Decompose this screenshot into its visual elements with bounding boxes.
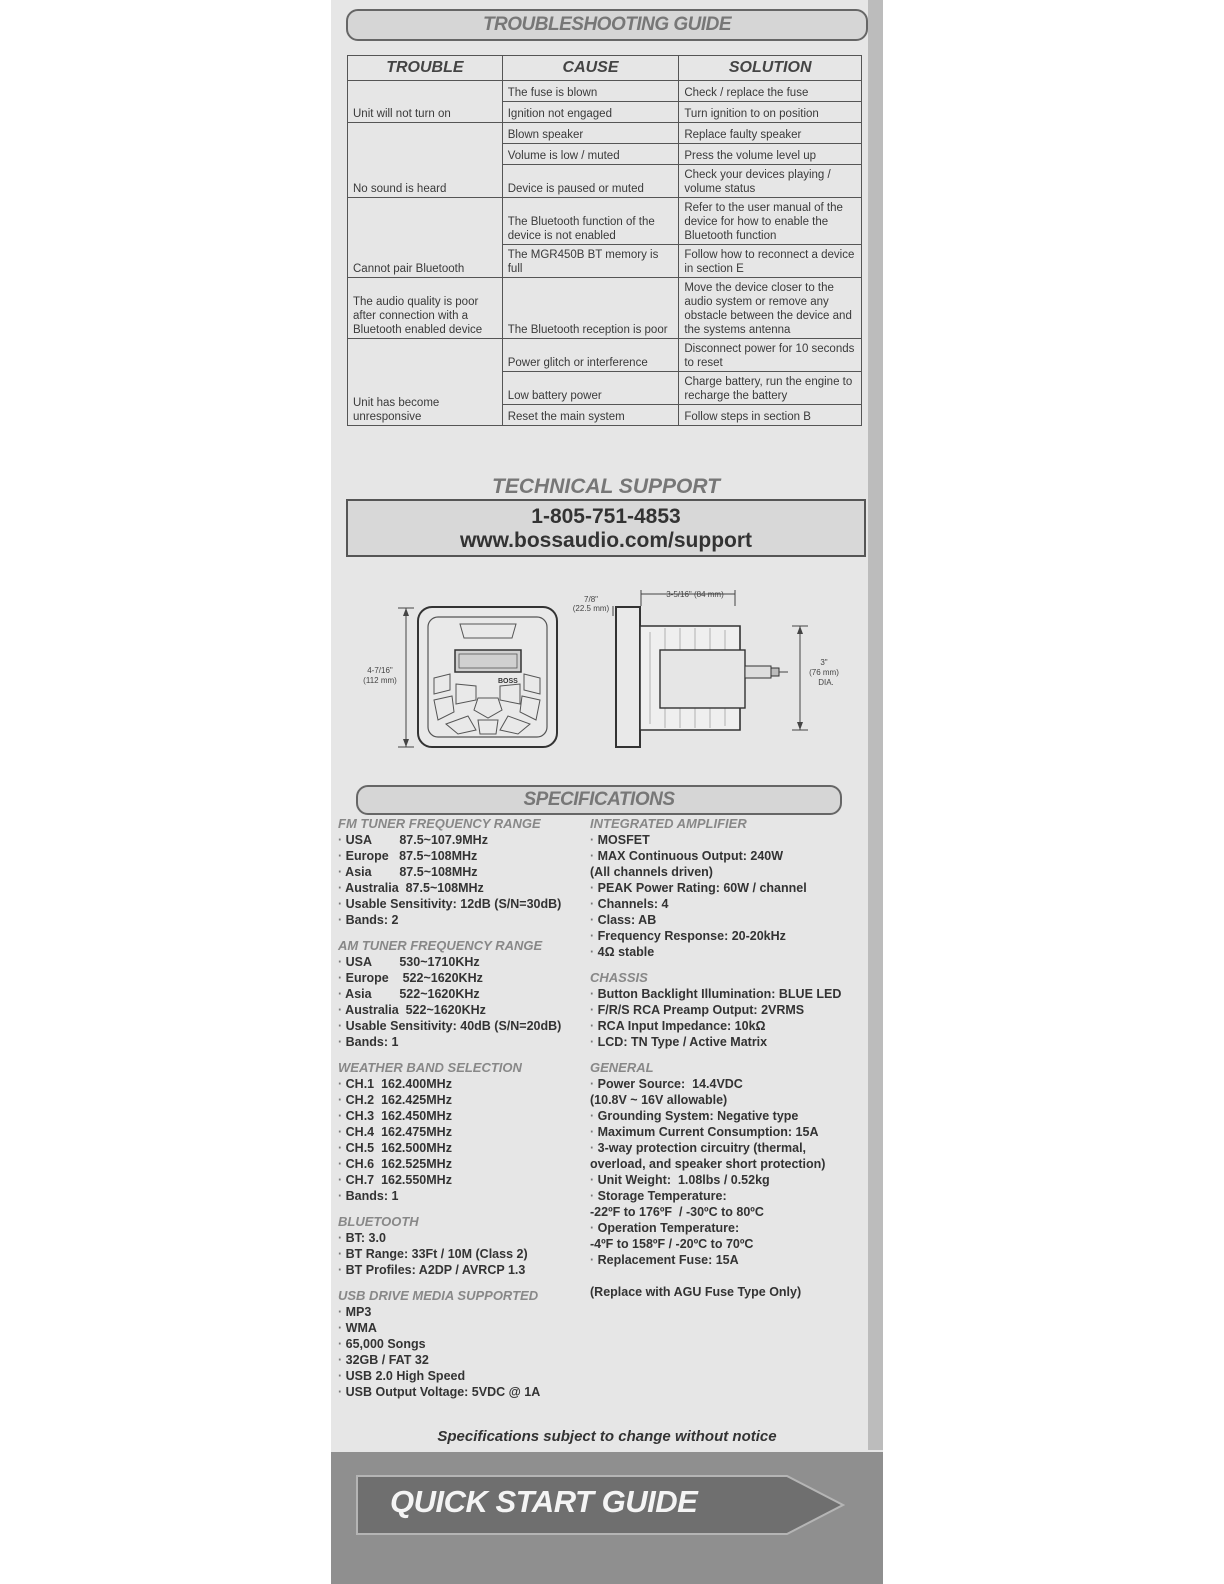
- trouble-cell: No sound is heard: [348, 123, 503, 198]
- spec-item: (All channels driven): [590, 865, 713, 879]
- solution-cell: Check your devices playing / volume status: [679, 165, 862, 198]
- spec-section-heading: INTEGRATED AMPLIFIER: [590, 816, 747, 831]
- table-row: [348, 278, 862, 339]
- spec-item: · 32GB / FAT 32: [338, 1352, 588, 1368]
- spec-item: · CH.5 162.500MHz: [338, 1140, 588, 1156]
- cause-column-header: CAUSE: [502, 56, 679, 81]
- trouble-cell: Unit will not turn on: [348, 81, 503, 123]
- solution-cell: Turn ignition to on position: [679, 102, 862, 123]
- spec-item: · CH.2 162.425MHz: [338, 1092, 588, 1108]
- spec-item: · Operation Temperature:: [590, 1220, 865, 1236]
- spec-item: overload, and speaker short protection): [590, 1157, 826, 1171]
- spec-item: · F/R/S RCA Preamp Output: 2VRMS: [590, 1002, 865, 1018]
- trouble-cell: Unit has become unresponsive: [348, 339, 503, 426]
- spec-item: · Europe 87.5~108MHz: [338, 848, 588, 864]
- table-row: [348, 123, 862, 144]
- specifications-title: SPECIFICATIONS: [356, 785, 842, 815]
- spec-item: · Australia 522~1620KHz: [338, 1002, 588, 1018]
- solution-column-header: SOLUTION: [679, 56, 862, 81]
- spec-item: · Replacement Fuse: 15A: [590, 1252, 865, 1268]
- spec-item: · Channels: 4: [590, 896, 865, 912]
- side-view: [573, 590, 839, 747]
- spec-item: · Bands: 2: [338, 912, 588, 928]
- spec-item: · USB 2.0 High Speed: [338, 1368, 588, 1384]
- spec-item: · USA 87.5~107.9MHz: [338, 832, 588, 848]
- solution-cell: Follow how to reconnect a device in section E: [679, 245, 862, 278]
- cause-cell: The fuse is blown: [502, 81, 679, 102]
- face-depth-mm-label: (22.5 mm): [572, 604, 610, 613]
- table-row: [348, 339, 862, 372]
- spec-section-heading: BLUETOOTH: [338, 1214, 419, 1229]
- trouble-column-header: TROUBLE: [348, 56, 503, 81]
- depth-label: 3-5/16" (84 mm): [666, 590, 724, 599]
- spec-section-heading: CHASSIS: [590, 970, 648, 985]
- cause-cell: The Bluetooth function of the device is not enabled: [502, 198, 679, 245]
- spec-section-heading: WEATHER BAND SELECTION: [338, 1060, 522, 1075]
- troubleshooting-table: [347, 55, 862, 426]
- spec-item: · Asia 522~1620KHz: [338, 986, 588, 1002]
- spec-item: · Usable Sensitivity: 40dB (S/N=20dB): [338, 1018, 588, 1034]
- trouble-cell: Cannot pair Bluetooth: [348, 198, 503, 278]
- support-phone: 1-805-751-4853: [531, 505, 681, 528]
- diameter-mm-label: (76 mm): [809, 668, 839, 677]
- spec-item: · 65,000 Songs: [338, 1336, 588, 1352]
- spec-item: · USA 530~1710KHz: [338, 954, 588, 970]
- cause-cell: Device is paused or muted: [502, 165, 679, 198]
- solution-cell: Charge battery, run the engine to recharge the battery: [679, 372, 862, 405]
- spec-item: · Grounding System: Negative type: [590, 1108, 865, 1124]
- spec-item: · 3-way protection circuitry (thermal,: [590, 1140, 865, 1156]
- cause-cell: Low battery power: [502, 372, 679, 405]
- table-row: [348, 81, 862, 102]
- spec-section-heading: AM TUNER FREQUENCY RANGE: [338, 938, 543, 953]
- spec-item: -4ºF to 158ºF / -20ºC to 70ºC: [590, 1237, 754, 1251]
- height-mm-label: (112 mm): [363, 676, 397, 685]
- cause-cell: The MGR450B BT memory is full: [502, 245, 679, 278]
- support-contact-box: [346, 499, 866, 557]
- spec-item: · CH.7 162.550MHz: [338, 1172, 588, 1188]
- spec-item: -22ºF to 176ºF / -30ºC to 80ºC: [590, 1205, 764, 1219]
- spec-item: · Usable Sensitivity: 12dB (S/N=30dB): [338, 896, 588, 912]
- spec-item: · MOSFET: [590, 832, 865, 848]
- spec-item: · LCD: TN Type / Active Matrix: [590, 1034, 865, 1050]
- spec-section-heading: FM TUNER FREQUENCY RANGE: [338, 816, 541, 831]
- spec-item: · Button Backlight Illumination: BLUE LED: [590, 986, 865, 1002]
- solution-cell: Refer to the user manual of the device for how to enable the Bluetooth function: [679, 198, 862, 245]
- fuse-note: (Replace with AGU Fuse Type Only): [590, 1285, 802, 1299]
- solution-cell: Check / replace the fuse: [679, 81, 862, 102]
- spec-item: · Class: AB: [590, 912, 865, 928]
- spec-section-heading: USB DRIVE MEDIA SUPPORTED: [338, 1288, 539, 1303]
- cause-cell: Ignition not engaged: [502, 102, 679, 123]
- spec-item: · Power Source: 14.4VDC: [590, 1076, 865, 1092]
- spec-item: · Europe 522~1620KHz: [338, 970, 588, 986]
- spec-item: · CH.4 162.475MHz: [338, 1124, 588, 1140]
- spec-item: · Unit Weight: 1.08lbs / 0.52kg: [590, 1172, 865, 1188]
- quick-start-label: QUICK START GUIDE: [390, 1484, 698, 1519]
- spec-item: · Frequency Response: 20-20kHz: [590, 928, 865, 944]
- technical-support-title: TECHNICAL SUPPORT: [492, 475, 720, 498]
- spec-item: · BT: 3.0: [338, 1230, 588, 1246]
- spec-section-heading: GENERAL: [590, 1060, 654, 1075]
- cause-cell: Blown speaker: [502, 123, 679, 144]
- spec-item: · Maximum Current Consumption: 15A: [590, 1124, 865, 1140]
- spec-item: · CH.6 162.525MHz: [338, 1156, 588, 1172]
- cause-cell: Power glitch or interference: [502, 339, 679, 372]
- spec-item: (10.8V ~ 16V allowable): [590, 1093, 728, 1107]
- spec-item: · Australia 87.5~108MHz: [338, 880, 588, 896]
- spec-item: · BT Profiles: A2DP / AVRCP 1.3: [338, 1262, 588, 1278]
- cause-cell: Volume is low / muted: [502, 144, 679, 165]
- spec-item: · PEAK Power Rating: 60W / channel: [590, 880, 865, 896]
- trouble-cell: The audio quality is poor after connection with a Bluetooth enabled device: [348, 278, 503, 339]
- spec-item: · Bands: 1: [338, 1188, 588, 1204]
- dimension-diagram: [350, 580, 860, 760]
- spec-item: · MP3: [338, 1304, 588, 1320]
- spec-item: · WMA: [338, 1320, 588, 1336]
- diameter-dia-label: DIA.: [818, 678, 834, 687]
- cause-cell: The Bluetooth reception is poor: [502, 278, 679, 339]
- solution-cell: Disconnect power for 10 seconds to reset: [679, 339, 862, 372]
- spec-item: · MAX Continuous Output: 240W: [590, 848, 865, 864]
- spec-item: · Asia 87.5~108MHz: [338, 864, 588, 880]
- face-depth-label: 7/8": [584, 595, 598, 604]
- height-label: 4-7/16": [367, 666, 393, 675]
- solution-cell: Press the volume level up: [679, 144, 862, 165]
- specs-left-column: [338, 816, 588, 1400]
- spec-item: · 4Ω stable: [590, 944, 865, 960]
- troubleshooting-title: TROUBLESHOOTING GUIDE: [346, 9, 868, 41]
- solution-cell: Follow steps in section B: [679, 405, 862, 426]
- cause-cell: Reset the main system: [502, 405, 679, 426]
- front-view: [363, 607, 557, 747]
- support-url: www.bossaudio.com/support: [459, 529, 753, 552]
- boss-logo: BOSS: [498, 678, 518, 685]
- spec-item: · RCA Input Impedance: 10kΩ: [590, 1018, 865, 1034]
- spec-item: · Bands: 1: [338, 1034, 588, 1050]
- page-fold-edge: [868, 0, 883, 1450]
- spec-item: · CH.1 162.400MHz: [338, 1076, 588, 1092]
- spec-item: · BT Range: 33Ft / 10M (Class 2): [338, 1246, 588, 1262]
- spec-item: · CH.3 162.450MHz: [338, 1108, 588, 1124]
- table-row: [348, 198, 862, 245]
- spec-change-notice: Specifications subject to change without notice: [437, 1428, 777, 1445]
- solution-cell: Move the device closer to the audio system or remove any obstacle between the device and the systems antenna: [679, 278, 862, 339]
- diameter-label: 3": [820, 658, 828, 667]
- specs-right-column: [590, 816, 865, 1300]
- spec-item: · Storage Temperature:: [590, 1188, 865, 1204]
- spec-item: · USB Output Voltage: 5VDC @ 1A: [338, 1384, 588, 1400]
- solution-cell: Replace faulty speaker: [679, 123, 862, 144]
